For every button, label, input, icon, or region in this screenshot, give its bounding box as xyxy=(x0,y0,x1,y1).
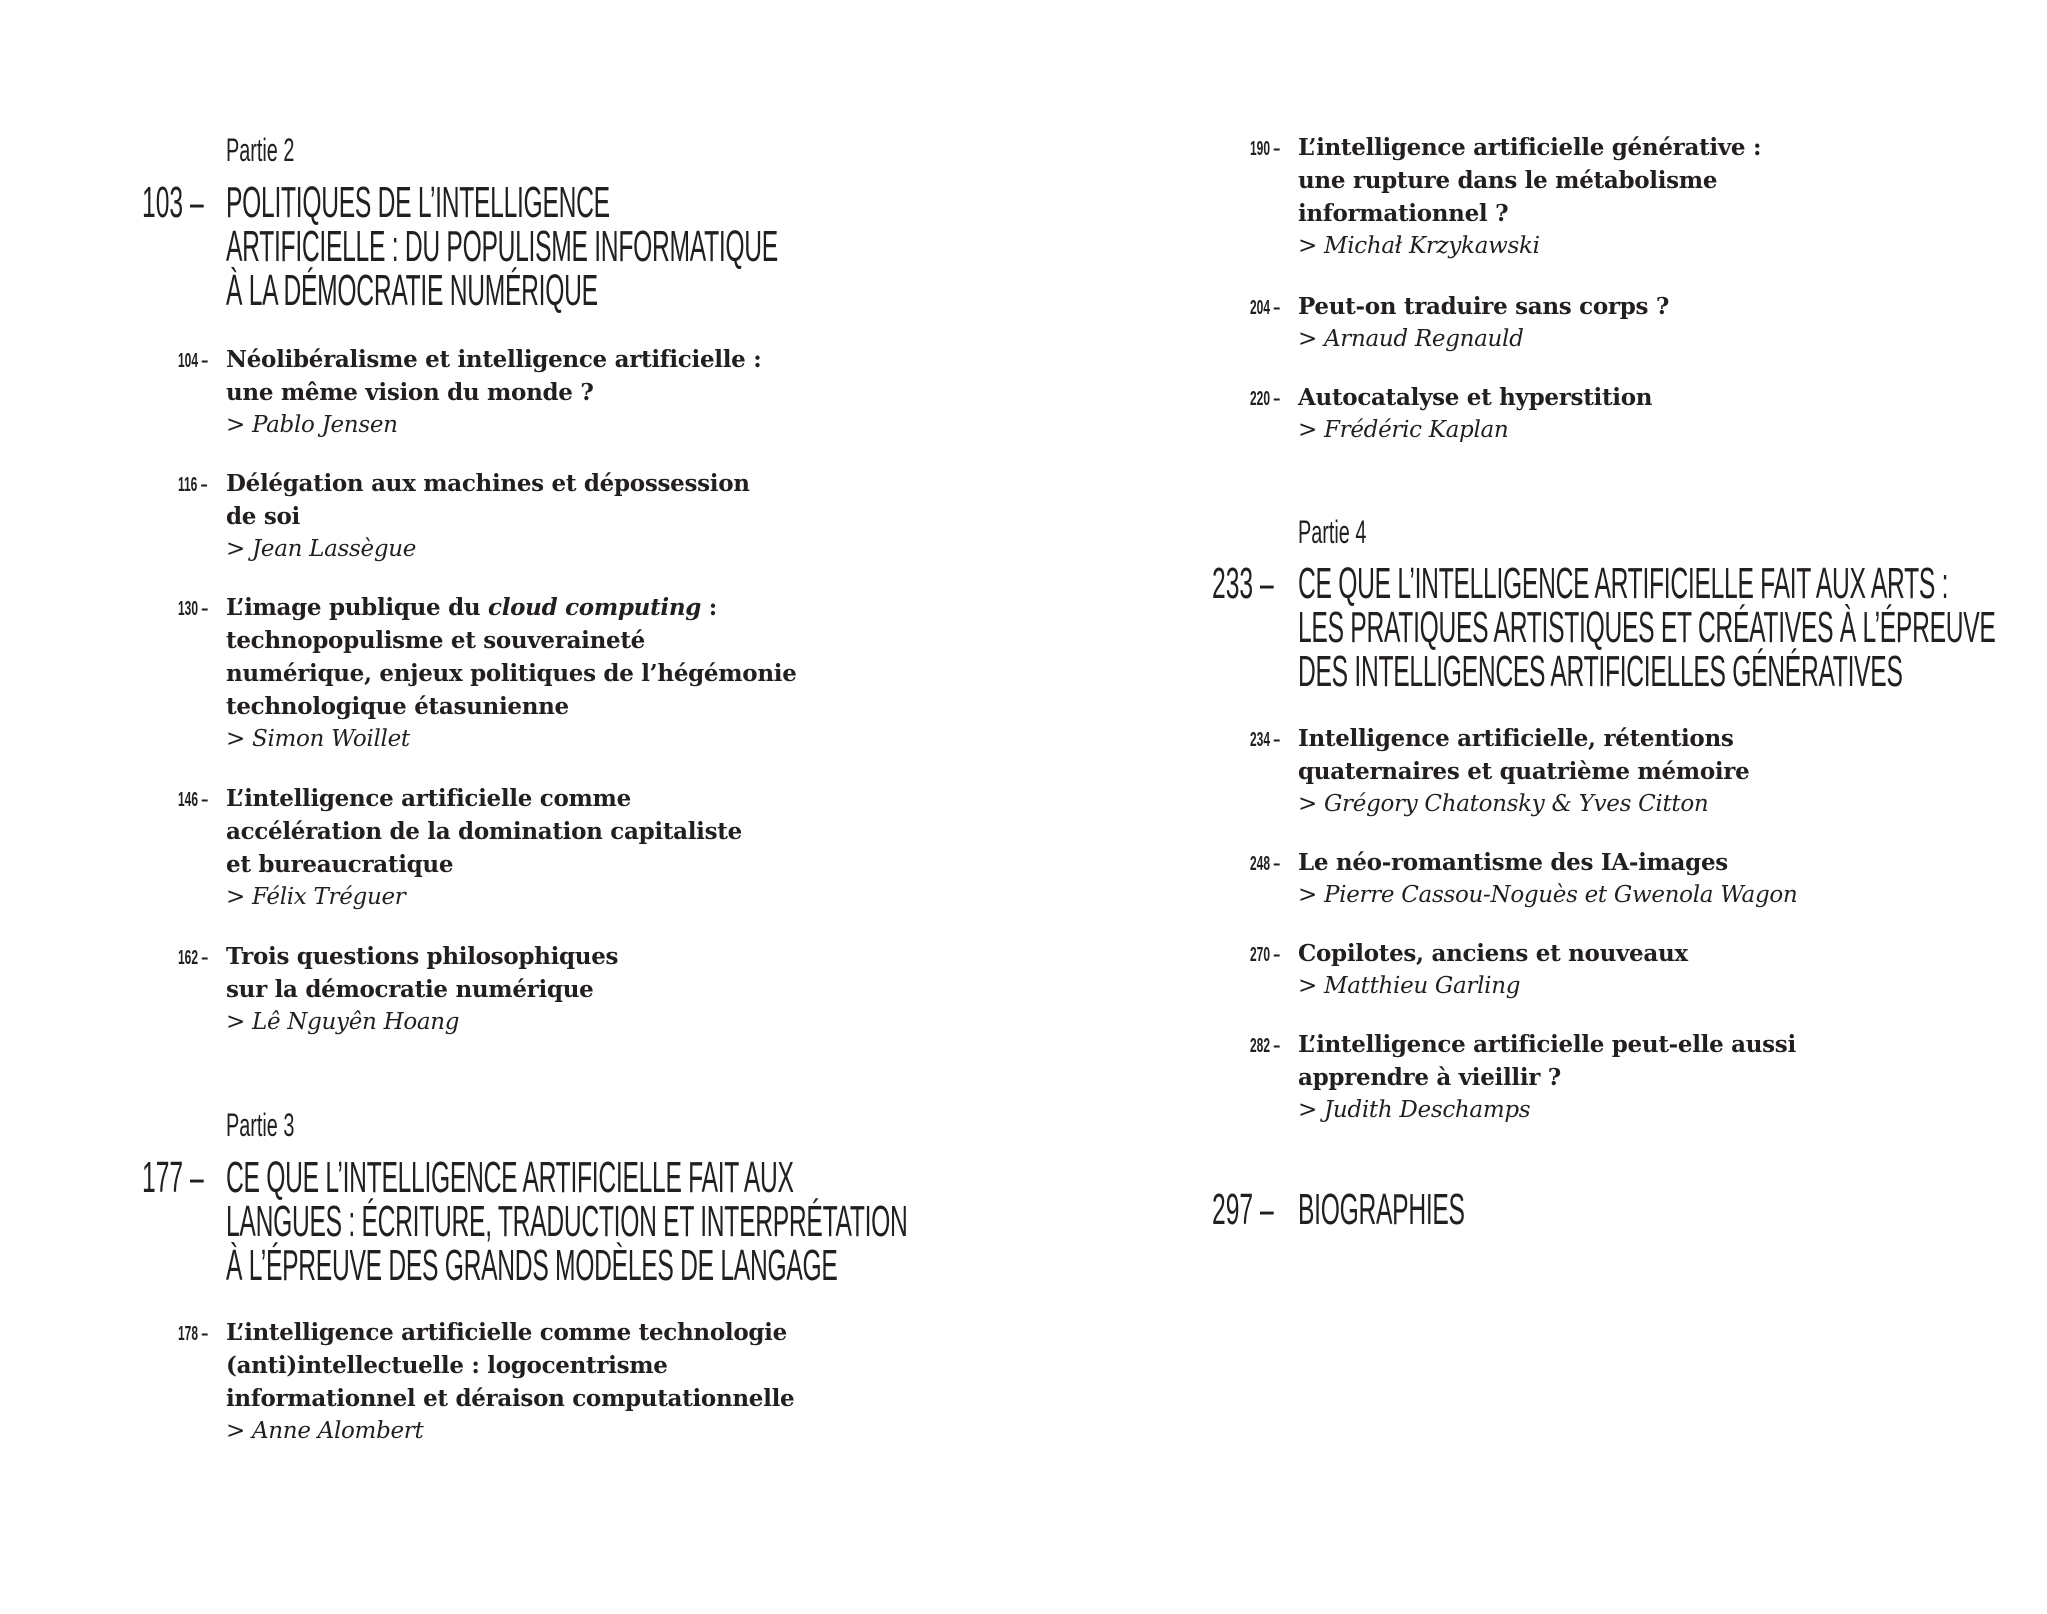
entry-title-line: une même vision du monde ? xyxy=(226,379,594,406)
entry-author xyxy=(1298,323,1524,356)
entry-title xyxy=(226,343,761,409)
entry-page-number: 178 – xyxy=(178,1323,209,1345)
entry-title-italic: cloud computing xyxy=(487,594,702,621)
entry-author xyxy=(226,409,398,442)
entry-title xyxy=(1298,722,1749,788)
entry-title-text: L’image publique du xyxy=(226,594,488,621)
entry-title-line: L’intelligence artificielle comme technologie xyxy=(226,1319,787,1346)
part-3-title xyxy=(226,1153,908,1290)
entry-title-line: accélération de la domination capitaliste xyxy=(226,818,742,845)
author-prefix: > xyxy=(226,412,252,438)
entry-author xyxy=(1298,414,1508,447)
author-name: Lê Nguyên Hoang xyxy=(251,1009,460,1035)
entry-author xyxy=(1298,230,1540,263)
entry-title-line: technologique étasunienne xyxy=(226,693,569,720)
part-4-title-line: CE QUE L’INTELLIGENCE ARTIFICIELLE FAIT AUX ARTS : xyxy=(1298,559,1949,608)
entry-page-number: 130 – xyxy=(178,598,209,620)
author-name: Pablo Jensen xyxy=(251,412,398,438)
entry-page-number: 204 – xyxy=(1250,297,1281,319)
author-name: Michał Krzykawski xyxy=(1323,233,1540,259)
author-name: Arnaud Regnauld xyxy=(1323,326,1524,352)
entry-title xyxy=(1298,1028,1796,1094)
entry-author xyxy=(226,533,416,566)
part-2-page-number: 103 – xyxy=(142,178,204,227)
author-name: Frédéric Kaplan xyxy=(1323,417,1509,443)
entry-title-line xyxy=(226,591,797,624)
entry-title xyxy=(1298,937,1688,970)
author-name: Pierre Cassou-Noguès et Gwenola Wagon xyxy=(1323,882,1798,908)
entry-title-line: et bureaucratique xyxy=(226,851,454,878)
part-4-title-line: LES PRATIQUES ARTISTIQUES ET CRÉATIVES À L’ÉPREUVE xyxy=(1298,603,1996,652)
entry-title-line: numérique, enjeux politiques de l’hégémonie xyxy=(226,660,797,687)
author-name: Simon Woillet xyxy=(251,726,410,752)
entry-title-text: : xyxy=(701,594,717,621)
author-prefix: > xyxy=(1298,233,1324,259)
author-name: Matthieu Garling xyxy=(1323,973,1521,999)
entry-page-number: 234 – xyxy=(1250,729,1281,751)
entry-title-line: Délégation aux machines et dépossession xyxy=(226,470,750,497)
entry-title xyxy=(1298,381,1652,414)
entry-page-number: 190 – xyxy=(1250,138,1281,160)
author-name: Grégory Chatonsky & Yves Citton xyxy=(1323,791,1709,817)
part-4-title xyxy=(1298,559,1996,696)
entry-title-line: une rupture dans le métabolisme xyxy=(1298,167,1718,194)
entry-title xyxy=(1298,290,1669,323)
entry-title xyxy=(1298,846,1728,879)
entry-title-line: Peut-on traduire sans corps ? xyxy=(1298,293,1670,320)
entry-title-line: apprendre à vieillir ? xyxy=(1298,1064,1561,1091)
entry-page-number: 282 – xyxy=(1250,1035,1281,1057)
entry-title-line: technopopulisme et souveraineté xyxy=(226,627,646,654)
author-name: Félix Tréguer xyxy=(251,884,406,910)
entry-page-number: 104 – xyxy=(178,350,209,372)
author-prefix: > xyxy=(1298,973,1324,999)
entry-author xyxy=(226,723,410,756)
entry-title-line: quaternaires et quatrième mémoire xyxy=(1298,758,1750,785)
part-4-label: Partie 4 xyxy=(1298,514,1367,550)
author-prefix: > xyxy=(226,1009,252,1035)
entry-author xyxy=(1298,1094,1530,1127)
author-prefix: > xyxy=(226,1418,252,1444)
author-name: Judith Deschamps xyxy=(1323,1097,1531,1123)
entry-title xyxy=(226,782,742,881)
part-2-label: Partie 2 xyxy=(226,132,295,168)
author-prefix: > xyxy=(1298,1097,1324,1123)
part-2-title-line: ARTIFICIELLE : DU POPULISME INFORMATIQUE xyxy=(226,222,778,271)
entry-title-line: Intelligence artificielle, rétentions xyxy=(1298,725,1734,752)
entry-title xyxy=(226,467,750,533)
author-prefix: > xyxy=(226,536,252,562)
entry-title-line: informationnel et déraison computationnelle xyxy=(226,1385,795,1412)
entry-title-line: Trois questions philosophiques xyxy=(226,943,619,970)
entry-title xyxy=(1298,131,1761,230)
entry-author xyxy=(226,1415,423,1448)
entry-title xyxy=(226,591,797,723)
author-name: Anne Alombert xyxy=(251,1418,424,1444)
part-2-title-line: POLITIQUES DE L’INTELLIGENCE xyxy=(226,178,610,227)
author-prefix: > xyxy=(1298,791,1324,817)
author-prefix: > xyxy=(226,884,252,910)
part-3-title-line: À L’ÉPREUVE DES GRANDS MODÈLES DE LANGAGE xyxy=(226,1241,838,1290)
entry-title xyxy=(226,940,618,1006)
entry-page-number: 248 – xyxy=(1250,853,1281,875)
part-3-label: Partie 3 xyxy=(226,1107,295,1143)
entry-title-line: L’intelligence artificielle comme xyxy=(226,785,631,812)
entry-title-line: L’intelligence artificielle peut-elle aussi xyxy=(1298,1031,1796,1058)
author-prefix: > xyxy=(1298,326,1324,352)
entry-title-line: sur la démocratie numérique xyxy=(226,976,594,1003)
author-name: Jean Lassègue xyxy=(251,536,417,562)
biographies-title[interactable]: BIOGRAPHIES xyxy=(1298,1185,1465,1234)
entry-author xyxy=(1298,879,1797,912)
entry-page-number: 220 – xyxy=(1250,388,1281,410)
entry-title-line: Néolibéralisme et intelligence artificielle : xyxy=(226,346,762,373)
entry-page-number: 146 – xyxy=(178,789,209,811)
part-4-title-line: DES INTELLIGENCES ARTIFICIELLES GÉNÉRATIVES xyxy=(1298,647,1903,696)
author-prefix: > xyxy=(1298,417,1324,443)
entry-author xyxy=(1298,788,1708,821)
part-3-page-number: 177 – xyxy=(142,1153,204,1202)
part-2-title-line: À LA DÉMOCRATIE NUMÉRIQUE xyxy=(226,266,598,315)
author-prefix: > xyxy=(226,726,252,752)
part-2-title xyxy=(226,178,778,315)
part-3-title-line: CE QUE L’INTELLIGENCE ARTIFICIELLE FAIT AUX xyxy=(226,1153,794,1202)
biographies-page-number: 297 – xyxy=(1212,1185,1274,1234)
entry-author xyxy=(226,1006,459,1039)
entry-page-number: 162 – xyxy=(178,947,209,969)
entry-author xyxy=(226,881,405,914)
entry-title-line: Copilotes, anciens et nouveaux xyxy=(1298,940,1688,967)
entry-title-line: informationnel ? xyxy=(1298,200,1509,227)
part-4-page-number: 233 – xyxy=(1212,559,1274,608)
entry-title-line: Le néo-romantisme des IA-images xyxy=(1298,849,1728,876)
entry-page-number: 116 – xyxy=(178,474,208,496)
entry-title-line: L’intelligence artificielle générative : xyxy=(1298,134,1762,161)
entry-title-line: de soi xyxy=(226,503,300,530)
entry-title xyxy=(226,1316,794,1415)
author-prefix: > xyxy=(1298,882,1324,908)
entry-title-line: Autocatalyse et hyperstition xyxy=(1298,384,1653,411)
entry-title-line: (anti)intellectuelle : logocentrisme xyxy=(226,1352,668,1379)
entry-author xyxy=(1298,970,1520,1003)
entry-page-number: 270 – xyxy=(1250,944,1281,966)
part-3-title-line: LANGUES : ÉCRITURE, TRADUCTION ET INTERPRÉTATION xyxy=(226,1197,908,1246)
